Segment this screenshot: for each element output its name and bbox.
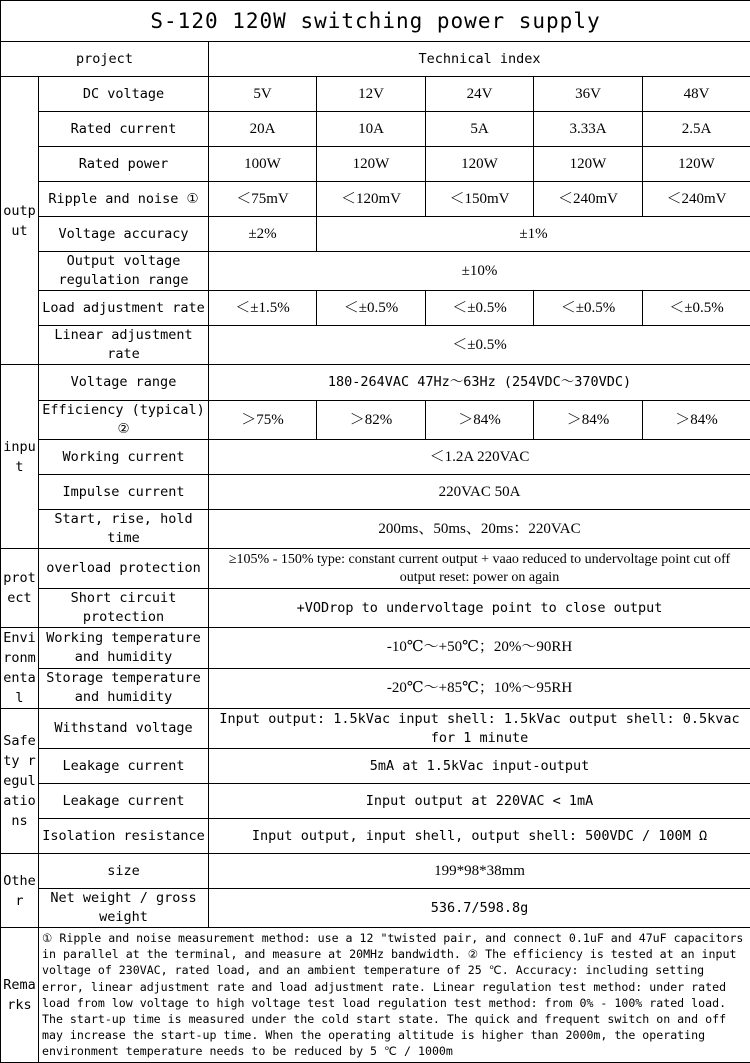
withstand-value: Input output: 1.5kVac input shell: 1.5kVac output shell: 0.5kvac for 1 minute <box>209 709 750 749</box>
voltage-range-value: 180-264VAC 47Hz～63Hz (254VDC～370VDC) <box>209 365 750 401</box>
leakage-1-value: 5mA at 1.5kVac input-output <box>209 749 750 784</box>
row-label-ripple: Ripple and noise ① <box>39 182 209 217</box>
ripple-value: ＜75mV <box>209 182 317 217</box>
rated-power-value: 120W <box>534 147 643 182</box>
rated-power-value: 100W <box>209 147 317 182</box>
voltage-accuracy-other: ±1% <box>317 217 750 252</box>
dc-voltage-value: 48V <box>643 77 750 112</box>
rated-current-value: 2.5A <box>643 112 750 147</box>
ripple-value: ＜240mV <box>643 182 750 217</box>
regulation-range-value: ±10% <box>209 252 750 291</box>
ripple-value: ＜120mV <box>317 182 426 217</box>
working-current-value: ＜1.2A 220VAC <box>209 440 750 475</box>
rated-power-value: 120W <box>317 147 426 182</box>
row-label-dc-voltage: DC voltage <box>39 77 209 112</box>
row-label-impulse-current: Impulse current <box>39 475 209 510</box>
category-remarks: Remarks <box>1 928 39 1063</box>
row-label-working-temp: Working temperature and humidity <box>39 628 209 669</box>
page-title: S-120 120W switching power supply <box>1 1 750 42</box>
row-label-voltage-range: Voltage range <box>39 365 209 401</box>
category-input: input <box>1 365 39 549</box>
rated-power-value: 120W <box>426 147 534 182</box>
load-adjustment-value: ＜±0.5% <box>534 291 643 326</box>
row-label-start-time: Start, rise, hold time <box>39 510 209 549</box>
load-adjustment-value: ＜±1.5% <box>209 291 317 326</box>
rated-current-value: 10A <box>317 112 426 147</box>
leakage-2-value: Input output at 220VAC < 1mA <box>209 784 750 819</box>
start-time-value: 200ms、50ms、20ms：220VAC <box>209 510 750 549</box>
row-label-isolation: Isolation resistance <box>39 819 209 854</box>
category-other: Other <box>1 854 39 928</box>
efficiency-value: ＞75% <box>209 401 317 440</box>
efficiency-value: ＞84% <box>534 401 643 440</box>
size-value: 199*98*38mm <box>209 854 750 889</box>
ripple-value: ＜150mV <box>426 182 534 217</box>
isolation-value: Input output, input shell, output shell: 500VDC / 100M Ω <box>209 819 750 854</box>
project-header: project <box>1 42 209 77</box>
technical-index-header: Technical index <box>209 42 750 77</box>
linear-adjustment-value: ＜±0.5% <box>209 326 750 365</box>
row-label-withstand: Withstand voltage <box>39 709 209 749</box>
row-label-leakage-1: Leakage current <box>39 749 209 784</box>
overload-value: ≥105% - 150% type: constant current output + vaao reduced to undervoltage point cut off output reset: power on again <box>209 549 750 589</box>
load-adjustment-value: ＜±0.5% <box>317 291 426 326</box>
row-label-linear-adjustment: Linear adjustment rate <box>39 326 209 365</box>
rated-current-value: 3.33A <box>534 112 643 147</box>
dc-voltage-value: 36V <box>534 77 643 112</box>
efficiency-value: ＞84% <box>426 401 534 440</box>
row-label-weight: Net weight / gross weight <box>39 889 209 928</box>
row-label-rated-current: Rated current <box>39 112 209 147</box>
row-label-leakage-2: Leakage current <box>39 784 209 819</box>
row-label-size: size <box>39 854 209 889</box>
efficiency-value: ＞84% <box>643 401 750 440</box>
impulse-current-value: 220VAC 50A <box>209 475 750 510</box>
row-label-storage-temp: Storage temperature and humidity <box>39 668 209 709</box>
short-circuit-value: +VODrop to undervoltage point to close output <box>209 589 750 628</box>
dc-voltage-value: 24V <box>426 77 534 112</box>
row-label-voltage-accuracy: Voltage accuracy <box>39 217 209 252</box>
row-label-short-circuit: Short circuit protection <box>39 589 209 628</box>
efficiency-value: ＞82% <box>317 401 426 440</box>
rated-current-value: 5A <box>426 112 534 147</box>
category-protect: protect <box>1 549 39 628</box>
voltage-accuracy-5v: ±2% <box>209 217 317 252</box>
working-temp-value: -10℃～+50℃；20%～90RH <box>209 628 750 669</box>
row-label-regulation-range: Output voltage regulation range <box>39 252 209 291</box>
category-safety: Safety regulations <box>1 709 39 854</box>
storage-temp-value: -20℃～+85℃；10%～95RH <box>209 668 750 709</box>
dc-voltage-value: 5V <box>209 77 317 112</box>
ripple-value: ＜240mV <box>534 182 643 217</box>
row-label-overload: overload protection <box>39 549 209 589</box>
load-adjustment-value: ＜±0.5% <box>643 291 750 326</box>
row-label-load-adjustment: Load adjustment rate <box>39 291 209 326</box>
category-environmental: Environmental <box>1 628 39 709</box>
rated-current-value: 20A <box>209 112 317 147</box>
row-label-rated-power: Rated power <box>39 147 209 182</box>
rated-power-value: 120W <box>643 147 750 182</box>
row-label-working-current: Working current <box>39 440 209 475</box>
weight-value: 536.7/598.8g <box>209 889 750 928</box>
dc-voltage-value: 12V <box>317 77 426 112</box>
remarks-text: ① Ripple and noise measurement method: use a 12 "twisted pair, and connect 0.1uF and 47uF capacitors in parallel at the terminal, and measure at 20MHz bandwidth. ② The efficiency is tested at an input voltage of 230VAC, rated load, and an ambient temperature of 25 ℃. Accuracy: including setting error, linear adjustment rate and load adjustment rate. Linear regulation test method: under rated load from low voltage to high voltage test load regulation test method: from 0% - 100% rated load. The start-up time is measured under the cold start state. The quick and frequent switch on and off may increase the start-up time. When the operating altitude is higher than 2000m, the operating environment temperature needs to be reduced by 5 ℃ / 1000m <box>39 928 750 1063</box>
category-output: output <box>1 77 39 365</box>
row-label-efficiency: Efficiency (typical) ② <box>39 401 209 440</box>
load-adjustment-value: ＜±0.5% <box>426 291 534 326</box>
